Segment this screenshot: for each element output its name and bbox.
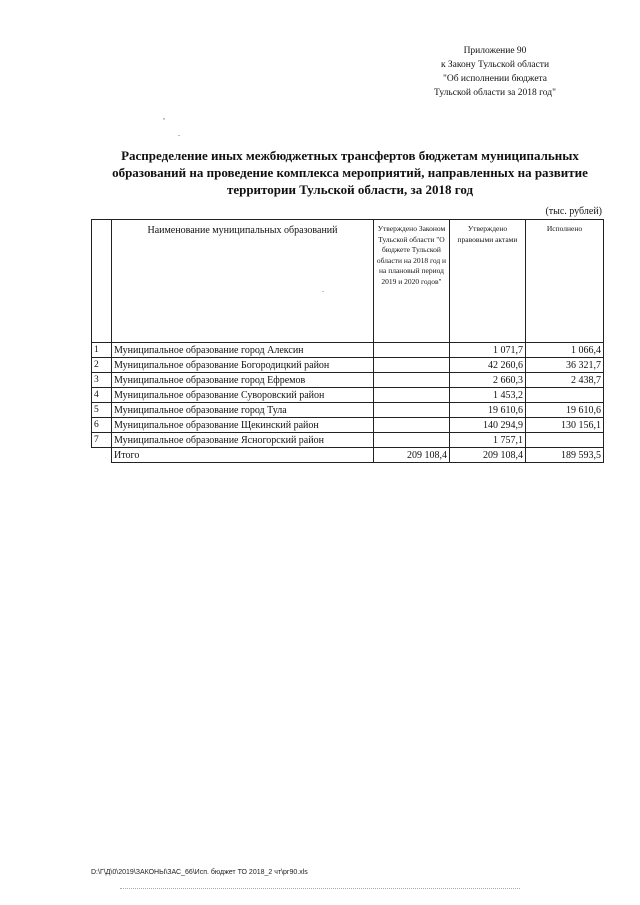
title-line: Распределение иных межбюджетных трансфертов бюджетам муниципальных: [121, 148, 579, 163]
file-path-footer: D:\Г\Д\0\2019\ЗАКОНЫ\ЗАС_66\Исп. бюджет ТО 2018_2 чт\рг90.xls: [91, 869, 308, 876]
row-approved-acts: 1 757,1: [450, 433, 526, 448]
row-executed: 130 156,1: [526, 418, 604, 433]
row-name: Муниципальное образование город Тула: [112, 403, 374, 418]
header-executed: Исполнено: [526, 220, 604, 343]
units-label: (тыс. рублей): [545, 206, 602, 217]
row-executed: 36 321,7: [526, 358, 604, 373]
transfers-table: [91, 219, 604, 463]
row-executed: [526, 433, 604, 448]
row-num: 2: [92, 358, 112, 373]
row-approved-law: [374, 343, 450, 358]
row-num: 6: [92, 418, 112, 433]
row-approved-law: [374, 373, 450, 388]
row-approved-acts: 2 660,3: [450, 373, 526, 388]
title-line: территории Тульской области, за 2018 год: [226, 182, 474, 197]
row-approved-law: [374, 433, 450, 448]
row-name: Муниципальное образование город Ефремов: [112, 373, 374, 388]
row-approved-law: [374, 403, 450, 418]
table-row: [92, 388, 604, 403]
header-approved-acts: Утверждено правовыми актами: [450, 220, 526, 343]
row-num: 4: [92, 388, 112, 403]
total-approved-acts: 209 108,4: [450, 448, 526, 463]
scan-speck: .: [178, 129, 180, 138]
row-num: 7: [92, 433, 112, 448]
row-executed: 19 610,6: [526, 403, 604, 418]
row-approved-acts: 19 610,6: [450, 403, 526, 418]
row-approved-law: [374, 388, 450, 403]
appendix-line: Приложение 90: [463, 46, 527, 56]
table-header-row: [92, 220, 604, 343]
scan-edge-line: [120, 888, 520, 889]
row-approved-acts: 42 260,6: [450, 358, 526, 373]
appendix-line: к Закону Тульской области: [440, 60, 550, 70]
total-executed: 189 593,5: [526, 448, 604, 463]
row-name: Муниципальное образование Ясногорский район: [112, 433, 374, 448]
appendix-line: "Об исполнении бюджета: [442, 74, 548, 84]
row-name: Муниципальное образование Щекинский район: [112, 418, 374, 433]
scan-speck: .: [322, 285, 324, 294]
row-name: Муниципальное образование Суворовский район: [112, 388, 374, 403]
row-executed: 2 438,7: [526, 373, 604, 388]
table-row: [92, 343, 604, 358]
row-approved-acts: 1 071,7: [450, 343, 526, 358]
row-approved-acts: 140 294,9: [450, 418, 526, 433]
total-label: Итого: [112, 448, 374, 463]
total-num: [92, 448, 112, 463]
table-row: [92, 358, 604, 373]
row-name: Муниципальное образование город Алексин: [112, 343, 374, 358]
row-executed: 1 066,4: [526, 343, 604, 358]
row-approved-law: [374, 358, 450, 373]
appendix-note: [410, 44, 580, 100]
row-approved-law: [374, 418, 450, 433]
total-approved-law: 209 108,4: [374, 448, 450, 463]
row-num: 5: [92, 403, 112, 418]
row-num: 3: [92, 373, 112, 388]
header-approved-law: Утверждено Законом Тульской области "О бюджете Тульской области на 2018 год и на плановый период 2019 и 2020 годов": [374, 220, 450, 343]
row-approved-acts: 1 453,2: [450, 388, 526, 403]
appendix-line: Тульской области за 2018 год": [434, 88, 556, 98]
header-num: [92, 220, 112, 343]
table-row: [92, 433, 604, 448]
table-total-row: [92, 448, 604, 463]
scan-speck: ,: [163, 112, 165, 121]
title-line: образований на проведение комплекса мероприятий, направленных на развитие: [112, 165, 588, 180]
table-row: [92, 403, 604, 418]
row-executed: [526, 388, 604, 403]
row-num: 1: [92, 343, 112, 358]
document-title: [100, 147, 600, 198]
row-name: Муниципальное образование Богородицкий район: [112, 358, 374, 373]
table-row: [92, 373, 604, 388]
table-row: [92, 418, 604, 433]
header-name: Наименование муниципальных образований: [112, 220, 374, 343]
